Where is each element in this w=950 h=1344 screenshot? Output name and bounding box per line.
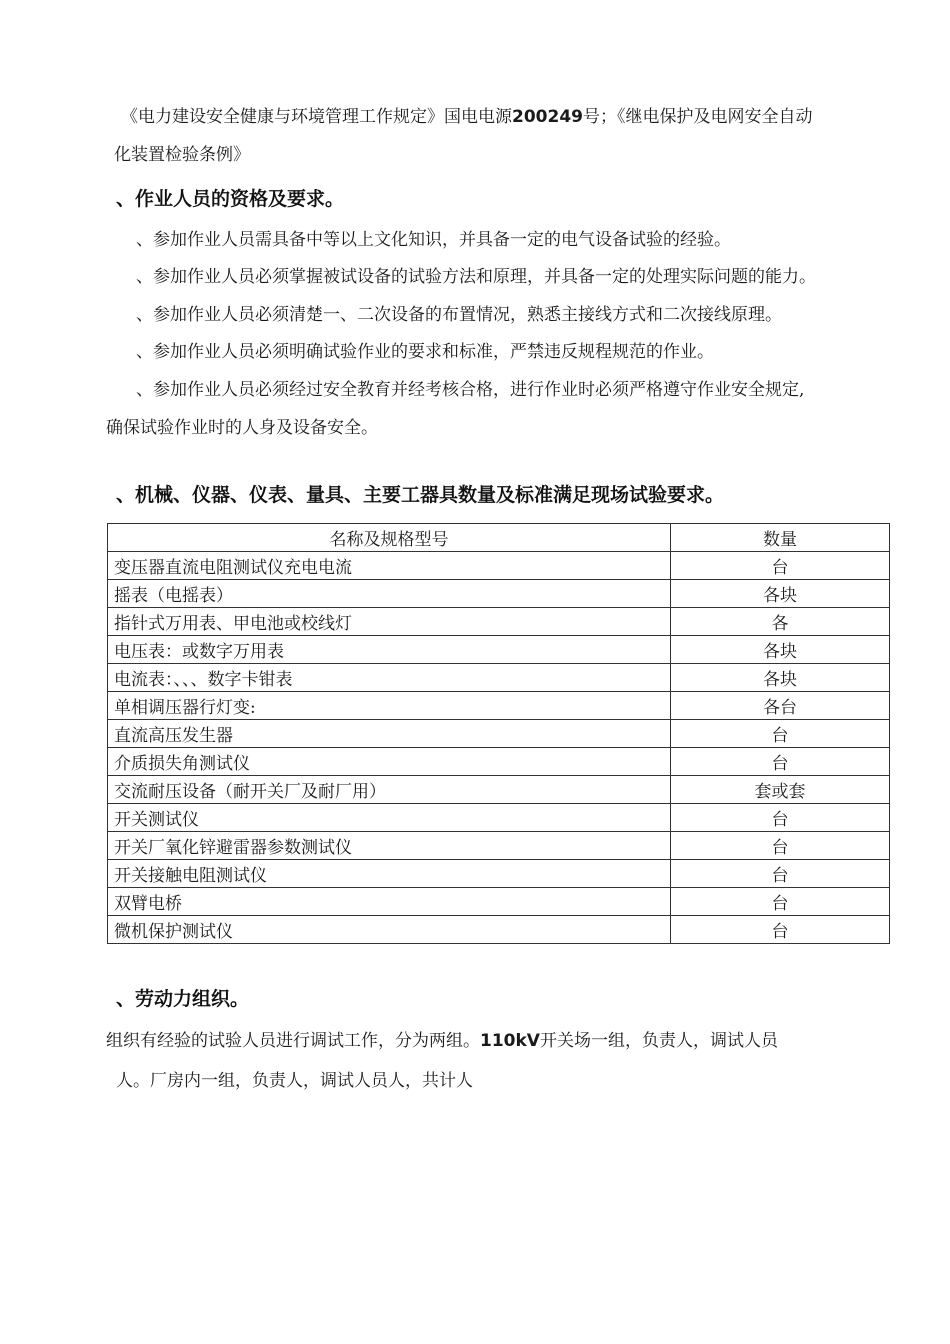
equipment-quantity: 台: [671, 804, 890, 832]
table-row: [108, 832, 890, 860]
table-row: [108, 692, 890, 720]
equipment-name: 开关厂氧化锌避雷器参数测试仪: [108, 832, 671, 860]
table-row: [108, 664, 890, 692]
labor-voltage: 110kV: [480, 1031, 540, 1051]
equipment-quantity: 台: [671, 916, 890, 944]
table-row: [108, 608, 890, 636]
labor-text-b: 开关场一组，负责人，调试人员: [539, 1031, 778, 1051]
equipment-quantity: 台: [671, 748, 890, 776]
table-header-row: [108, 524, 890, 552]
table-row: [108, 748, 890, 776]
labor-text-a: 组织有经验的试验人员进行调试工作，分为两组。: [106, 1031, 480, 1051]
intro-doc-number: 200249: [512, 107, 583, 127]
table-row: [108, 916, 890, 944]
equipment-name: 直流高压发生器: [108, 720, 671, 748]
header-name-spec: 名称及规格型号: [108, 524, 671, 552]
table-row: [108, 776, 890, 804]
equipment-name: 双臂电桥: [108, 888, 671, 916]
equipment-quantity: 台: [671, 832, 890, 860]
table-row: [108, 636, 890, 664]
equipment-table: [107, 523, 890, 944]
equipment-name: 电压表：或数字万用表: [108, 636, 671, 664]
equipment-quantity: 各块: [671, 664, 890, 692]
personnel-item-5: 、参加作业人员必须经过安全教育并经考核合格，进行作业时必须严格遵守作业安全规定,: [136, 380, 805, 400]
equipment-name: 变压器直流电阻测试仪充电电流: [108, 552, 671, 580]
table-row: [108, 580, 890, 608]
equipment-quantity: 各块: [671, 580, 890, 608]
personnel-item-3: 、参加作业人员必须清楚一、二次设备的布置情况，熟悉主接线方式和二次接线原理。: [136, 305, 782, 325]
equipment-name: 介质损失角测试仪: [108, 748, 671, 776]
equipment-name: 交流耐压设备（耐开关厂及耐厂用）: [108, 776, 671, 804]
table-row: [108, 888, 890, 916]
equipment-name: 开关接触电阻测试仪: [108, 860, 671, 888]
header-quantity: 数量: [671, 524, 890, 552]
personnel-item-4: 、参加作业人员必须明确试验作业的要求和标准，严禁违反规程规范的作业。: [136, 342, 714, 362]
equipment-name: 单相调压器行灯变:: [108, 692, 671, 720]
equipment-quantity: 台: [671, 720, 890, 748]
labor-heading: 、劳动力组织。: [116, 988, 250, 1010]
table-row: [108, 552, 890, 580]
equipment-name: 电流表：、、、数字卡钳表: [108, 664, 671, 692]
equipment-quantity: 台: [671, 552, 890, 580]
personnel-item-2: 、参加作业人员必须掌握被试设备的试验方法和原理，并具备一定的处理实际问题的能力。: [136, 267, 816, 287]
equipment-quantity: 台: [671, 860, 890, 888]
equipment-name: 微机保护测试仪: [108, 916, 671, 944]
equipment-heading: 、机械、仪器、仪表、量具、主要工器具数量及标准满足现场试验要求。: [116, 484, 725, 506]
labor-line-1: [106, 1030, 778, 1052]
table-row: [108, 720, 890, 748]
personnel-continuation: 确保试验作业时的人身及设备安全。: [106, 418, 378, 438]
personnel-heading: 、作业人员的资格及要求。: [116, 188, 345, 210]
equipment-name: 开关测试仪: [108, 804, 671, 832]
table-row: [108, 804, 890, 832]
intro-line-1: [121, 106, 812, 128]
intro-text-b: 号；《继电保护及电网安全自动: [582, 107, 813, 127]
table-row: [108, 860, 890, 888]
equipment-quantity: 各台: [671, 692, 890, 720]
equipment-name: 摇表（电摇表）: [108, 580, 671, 608]
intro-text-a: 《电力建设安全健康与环境管理工作规定》国电电源: [121, 107, 512, 127]
equipment-quantity: 各块: [671, 636, 890, 664]
labor-line-2: 人。厂房内一组，负责人，调试人员人，共计人: [116, 1071, 473, 1091]
equipment-quantity: 套或套: [671, 776, 890, 804]
personnel-item-1: 、参加作业人员需具备中等以上文化知识，并具备一定的电气设备试验的经验。: [136, 230, 731, 250]
equipment-quantity: 台: [671, 888, 890, 916]
equipment-name: 指针式万用表、甲电池或校线灯: [108, 608, 671, 636]
equipment-quantity: 各: [671, 608, 890, 636]
intro-line-2: 化装置检验条例》: [114, 145, 250, 165]
